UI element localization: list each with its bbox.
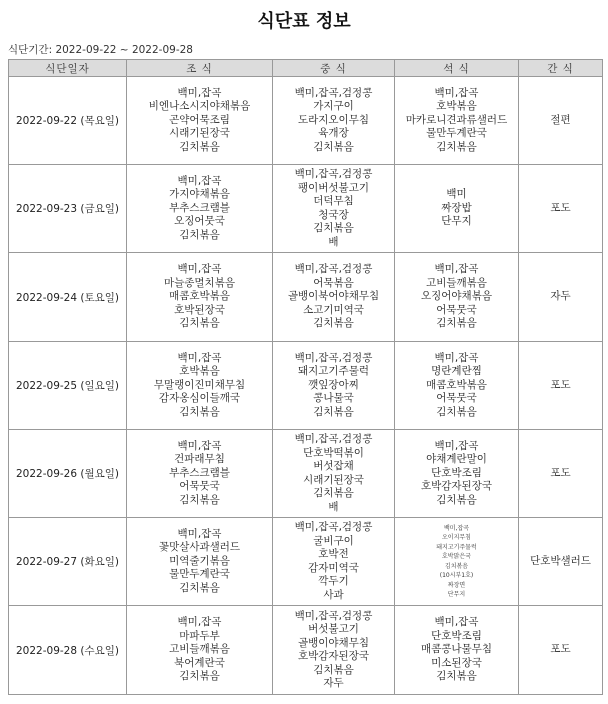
dinner-item: 명란계란찜	[431, 365, 482, 378]
breakfast-item: 호박된장국	[174, 303, 225, 316]
dinner-item: 단무지	[447, 591, 466, 598]
table-row	[9, 518, 603, 606]
lunch-item: 김치볶음	[313, 317, 354, 330]
date-cell: 2022-09-25 (일요일)	[9, 342, 127, 430]
breakfast-item: 꽃맛살사과샐러드	[158, 541, 241, 554]
breakfast-item: 시래기된장국	[169, 127, 230, 140]
breakfast-item: 마늘종멸치볶음	[163, 276, 235, 289]
menu-table	[8, 59, 603, 695]
dinner-item: 호박볶음	[436, 100, 477, 113]
date-cell: 2022-09-28 (수요일)	[9, 606, 127, 695]
lunch-item: 시래기된장국	[303, 473, 364, 486]
page-title: 식단표 정보	[257, 11, 351, 32]
dinner-item: 오징어야채볶음	[420, 290, 492, 303]
breakfast-cell	[127, 342, 273, 430]
breakfast-item: 김치볶음	[179, 670, 220, 683]
lunch-cell	[273, 342, 395, 430]
lunch-item: 버섯불고기	[308, 623, 359, 635]
lunch-item: 백미,잡곡,검정콩	[294, 263, 373, 276]
dinner-item: 매콤콩나물무침	[420, 643, 492, 656]
dinner-item: 어묵뭇국	[436, 303, 477, 316]
breakfast-item: 백미,잡곡	[177, 351, 222, 364]
dinner-item: 단호박조림	[431, 466, 482, 479]
breakfast-item: 오징어뭇국	[174, 215, 225, 228]
breakfast-cell	[127, 606, 273, 695]
header-lunch: 중 식	[273, 60, 395, 77]
lunch-item: 김치볶음	[313, 140, 354, 153]
breakfast-item: 무말랭이진미채무침	[153, 378, 246, 391]
breakfast-item: 매콤호박볶음	[169, 290, 230, 303]
dinner-cell	[395, 165, 519, 253]
table-row	[9, 165, 603, 253]
date-cell: 2022-09-23 (금요일)	[9, 165, 127, 253]
table-header-row	[9, 60, 603, 77]
dinner-item: 단무지	[441, 215, 472, 228]
lunch-item: 호박감자된장국	[297, 650, 369, 662]
lunch-cell	[273, 518, 395, 606]
lunch-item: 김치볶음	[313, 487, 354, 499]
lunch-item: 감자미역국	[308, 561, 359, 574]
lunch-item: 사과	[323, 588, 344, 601]
breakfast-cell	[127, 253, 273, 342]
lunch-item: 버섯잡채	[313, 460, 354, 472]
lunch-item: 더덕무침	[313, 195, 354, 207]
lunch-item: 자두	[323, 677, 344, 689]
table-row	[9, 606, 603, 695]
dinner-item: 김치볶음	[436, 670, 477, 683]
lunch-cell	[273, 606, 395, 695]
snack-cell: 포도	[519, 430, 603, 518]
dinner-item: 호박감자된장국	[420, 480, 492, 493]
lunch-item: 깍두기	[318, 575, 349, 587]
dinner-item: 김치볶음	[436, 317, 477, 330]
dinner-cell	[395, 77, 519, 165]
dinner-item: 단호박조림	[431, 629, 482, 642]
breakfast-item: 곤약어묵조림	[169, 113, 230, 126]
lunch-item: 백미,잡곡,검정콩	[294, 351, 373, 364]
dinner-item: 짜장밥	[441, 201, 472, 214]
date-cell: 2022-09-22 (목요일)	[9, 77, 127, 165]
header-date: 식단일자	[9, 60, 127, 77]
lunch-cell	[273, 430, 395, 518]
dinner-cell	[395, 342, 519, 430]
lunch-item: 콩나물국	[313, 392, 354, 405]
lunch-item: 백미,잡곡,검정콩	[294, 521, 373, 533]
lunch-item: 김치볶음	[313, 222, 354, 234]
dinner-item: 오이지무침	[442, 534, 471, 541]
breakfast-item: 김치볶음	[179, 493, 220, 506]
dinner-item: (10시부1호)	[439, 572, 474, 579]
header-snack: 간 식	[519, 60, 603, 77]
dinner-item: 짜장면	[447, 581, 466, 589]
lunch-item: 백미,잡곡,검정콩	[294, 168, 373, 180]
snack-cell: 포도	[519, 606, 603, 695]
breakfast-item: 백미,잡곡	[177, 86, 222, 99]
dinner-cell	[395, 253, 519, 342]
breakfast-cell	[127, 430, 273, 518]
dinner-item: 매콤호박볶음	[426, 378, 487, 391]
breakfast-item: 비엔나소시지야채볶음	[148, 100, 251, 113]
date-cell: 2022-09-26 (월요일)	[9, 430, 127, 518]
lunch-item: 백미,잡곡,검정콩	[294, 609, 373, 622]
dinner-cell	[395, 430, 519, 518]
menu-table-body	[9, 77, 603, 695]
date-cell: 2022-09-24 (토요일)	[9, 253, 127, 342]
breakfast-cell	[127, 518, 273, 606]
dinner-item: 백미	[446, 188, 467, 201]
breakfast-item: 물만두계란국	[169, 568, 230, 581]
date-cell: 2022-09-27 (화요일)	[9, 518, 127, 606]
dinner-cell	[395, 518, 519, 606]
snack-cell: 절편	[519, 77, 603, 165]
lunch-item: 배	[328, 500, 339, 513]
lunch-item: 육개장	[318, 127, 349, 140]
snack-cell: 포도	[519, 342, 603, 430]
lunch-item: 단호박떡볶이	[303, 446, 364, 459]
lunch-item: 골뱅이북어야채무침	[287, 290, 380, 303]
menu-period: 식단기간: 2022-09-22 ~ 2022-09-28	[8, 44, 193, 56]
breakfast-item: 김치볶음	[179, 228, 220, 241]
breakfast-item: 미역줄기볶음	[169, 554, 230, 567]
dinner-item: 백미,잡곡	[434, 439, 479, 452]
dinner-item: 돼지고기주물럭	[436, 543, 477, 551]
breakfast-item: 부추스크램블	[169, 201, 230, 214]
dinner-cell	[395, 606, 519, 695]
table-row	[9, 253, 603, 342]
dinner-item: 야채계란말이	[426, 453, 487, 466]
breakfast-item: 백미,잡곡	[177, 174, 222, 187]
dinner-item: 물만두계란국	[426, 127, 487, 140]
dinner-item: 백미,잡곡	[443, 524, 470, 532]
breakfast-item: 김치볶음	[179, 405, 220, 418]
lunch-item: 가지구이	[313, 100, 354, 113]
dinner-item: 고비들깨볶음	[426, 276, 487, 289]
lunch-item: 청국장	[318, 208, 349, 221]
dinner-item: 마카로니견과류샐러드	[405, 113, 508, 126]
table-row	[9, 77, 603, 165]
lunch-item: 팽이버섯불고기	[297, 181, 369, 194]
lunch-item: 도라지오이무침	[297, 113, 369, 126]
dinner-item: 어묵뭇국	[436, 392, 477, 405]
breakfast-item: 호박볶음	[179, 365, 220, 378]
lunch-item: 골뱅이야채무침	[297, 636, 369, 649]
lunch-item: 호박전	[318, 548, 349, 560]
breakfast-cell	[127, 165, 273, 253]
breakfast-item: 백미,잡곡	[177, 263, 222, 276]
table-row	[9, 342, 603, 430]
breakfast-item: 건파래무침	[174, 453, 225, 466]
dinner-item: 백미,잡곡	[434, 616, 479, 629]
breakfast-item: 감자옹심이들깨국	[158, 392, 241, 405]
breakfast-item: 김치볶음	[179, 140, 220, 153]
lunch-cell	[273, 77, 395, 165]
lunch-item: 굴비구이	[313, 534, 354, 547]
dinner-item: 호박맑은국	[442, 553, 471, 560]
dinner-item: 미소된장국	[431, 656, 482, 669]
breakfast-item: 어묵뭇국	[179, 480, 220, 493]
dinner-item: 백미,잡곡	[434, 86, 479, 99]
dinner-item: 김치볶음	[436, 140, 477, 153]
breakfast-item: 부추스크램블	[169, 466, 230, 479]
lunch-item: 백미,잡곡,검정콩	[294, 86, 373, 99]
lunch-item: 소고기미역국	[303, 303, 364, 316]
snack-cell: 단호박샐러드	[519, 518, 603, 606]
breakfast-item: 백미,잡곡	[177, 527, 222, 540]
lunch-item: 어묵볶음	[313, 276, 354, 289]
lunch-item: 백미,잡곡,검정콩	[294, 433, 373, 445]
lunch-item: 배	[328, 235, 339, 248]
dinner-item: 김치볶음	[436, 405, 477, 418]
table-row	[9, 430, 603, 518]
snack-cell: 포도	[519, 165, 603, 253]
lunch-item: 돼지고기주물럭	[297, 365, 369, 378]
breakfast-item: 가지야채볶음	[169, 188, 230, 201]
lunch-cell	[273, 165, 395, 253]
header-breakfast: 조 식	[127, 60, 273, 77]
breakfast-item: 김치볶음	[179, 581, 220, 594]
dinner-item: 백미,잡곡	[434, 351, 479, 364]
breakfast-cell	[127, 77, 273, 165]
breakfast-item: 김치볶음	[179, 317, 220, 330]
breakfast-item: 고비들깨볶음	[169, 643, 230, 656]
lunch-item: 김치볶음	[313, 405, 354, 418]
header-dinner: 석 식	[395, 60, 519, 77]
lunch-item: 김치볶음	[313, 663, 354, 676]
breakfast-item: 백미,잡곡	[177, 616, 222, 629]
breakfast-item: 북어계란국	[174, 656, 225, 669]
lunch-item: 깻잎장아찌	[308, 378, 359, 391]
snack-cell: 자두	[519, 253, 603, 342]
dinner-item: 백미,잡곡	[434, 263, 479, 276]
dinner-item: 김치볶음	[436, 493, 477, 506]
lunch-cell	[273, 253, 395, 342]
dinner-item: 김치볶음	[444, 562, 469, 570]
breakfast-item: 백미,잡곡	[177, 439, 222, 452]
breakfast-item: 마파두부	[179, 629, 220, 642]
